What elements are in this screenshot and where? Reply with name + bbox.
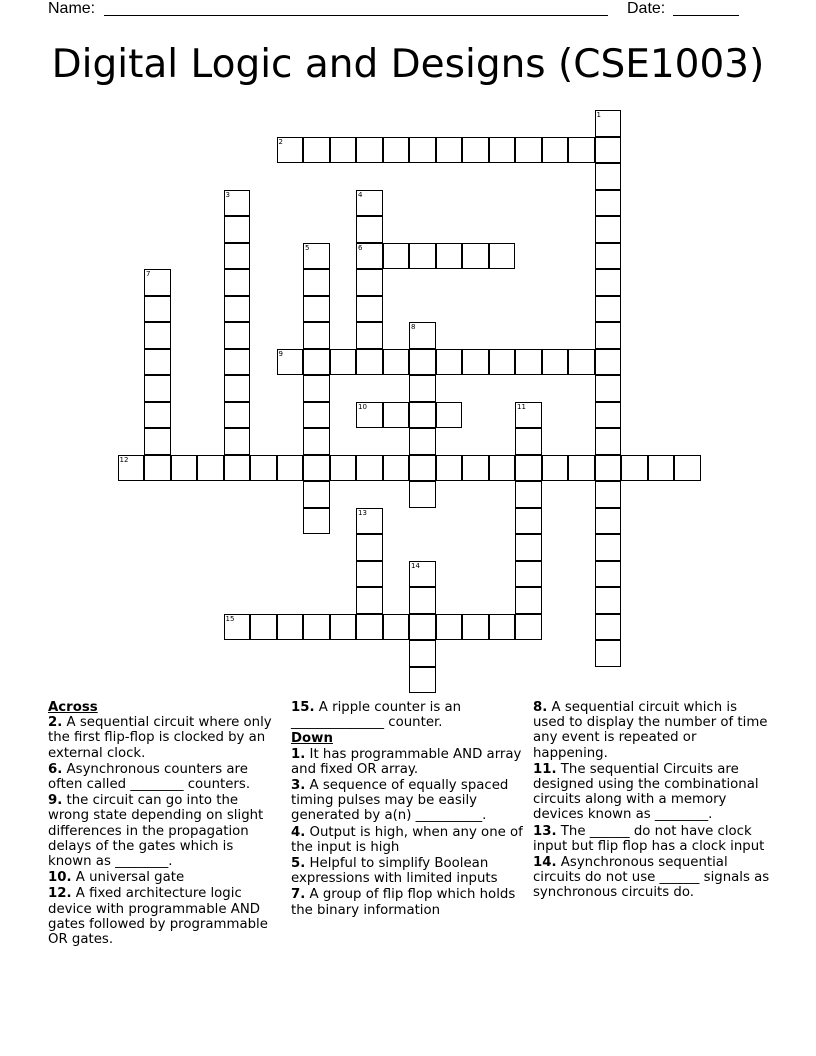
crossword-cell[interactable]	[356, 322, 383, 349]
down-heading: Down	[291, 731, 333, 747]
clue-number: 11	[517, 402, 526, 411]
crossword-cell[interactable]	[144, 455, 171, 482]
clue-number: 13	[358, 508, 367, 517]
crossword-cell[interactable]	[489, 614, 516, 641]
crossword-cell[interactable]	[542, 455, 569, 482]
crossword-cell[interactable]	[515, 481, 542, 508]
crossword-cell[interactable]	[144, 322, 171, 349]
crossword-cell[interactable]	[303, 269, 330, 296]
clue-number-label: 14.	[533, 855, 557, 871]
crossword-cell[interactable]	[224, 269, 251, 296]
crossword-cell[interactable]	[436, 455, 463, 482]
crossword-cell[interactable]	[144, 349, 171, 376]
clue-text: Asynchronous sequential circuits do not use ______ signals as synchronous circuits do.	[533, 855, 770, 901]
crossword-cell[interactable]	[409, 640, 436, 667]
crossword-cell[interactable]	[356, 137, 383, 164]
clue-text: The sequential Circuits are designed using the combinational circuits along with a memory devices known as ________.	[533, 761, 759, 823]
crossword-cell[interactable]	[409, 349, 436, 376]
date-label: Date:	[627, 0, 666, 17]
crossword-cell[interactable]	[356, 349, 383, 376]
crossword-cell[interactable]	[595, 243, 622, 270]
clue-item	[48, 715, 280, 761]
clue-number-label: 1.	[291, 746, 306, 762]
crossword-cell[interactable]	[595, 402, 622, 429]
clue-item	[48, 762, 280, 792]
crossword-cell[interactable]	[303, 349, 330, 376]
crossword-cell[interactable]	[462, 243, 489, 270]
crossword-cell[interactable]	[621, 455, 648, 482]
clue-number: 4	[358, 190, 363, 199]
across-clue-list	[48, 715, 280, 947]
clue-text: A fixed architecture logic device with programmable AND gates followed by programmable OR gates.	[48, 886, 268, 948]
crossword-cell[interactable]	[595, 428, 622, 455]
crossword-cell[interactable]	[224, 216, 251, 243]
clue-item	[533, 855, 773, 901]
crossword-cell[interactable]	[542, 137, 569, 164]
clue-text: A sequential circuit where only the first flip-flop is clocked by an external clock.	[48, 715, 272, 761]
crossword-cell[interactable]	[409, 587, 436, 614]
down-clue-list	[291, 747, 523, 918]
clue-number-label: 11.	[533, 761, 557, 777]
crossword-cell[interactable]	[224, 322, 251, 349]
crossword-cell[interactable]	[595, 322, 622, 349]
clue-item	[291, 747, 523, 777]
clue-number: 15	[225, 614, 235, 623]
crossword-cell[interactable]	[356, 269, 383, 296]
clue-number-label: 10.	[48, 870, 72, 886]
crossword-cell[interactable]	[595, 349, 622, 376]
crossword-cell[interactable]	[409, 481, 436, 508]
clue-number-label: 13.	[533, 823, 557, 839]
crossword-cell[interactable]	[515, 455, 542, 482]
clue-item	[533, 762, 773, 823]
clue-item	[291, 887, 523, 917]
clue-number: 8	[411, 323, 416, 331]
crossword-cell[interactable]	[303, 243, 330, 270]
crossword-cell[interactable]	[383, 349, 410, 376]
crossword-cell[interactable]	[224, 375, 251, 402]
crossword-cell[interactable]	[224, 190, 251, 217]
crossword-cell[interactable]	[144, 296, 171, 323]
crossword-cell[interactable]	[224, 243, 251, 270]
crossword-cell[interactable]	[595, 614, 622, 641]
crossword-cell[interactable]	[356, 455, 383, 482]
crossword-cell[interactable]	[144, 402, 171, 429]
name-date-header	[0, 0, 816, 20]
crossword-cell[interactable]	[515, 508, 542, 535]
crossword-cell[interactable]	[197, 455, 224, 482]
name-label: Name:	[48, 0, 96, 17]
clue-item	[533, 700, 773, 761]
clue-number-label: 9.	[48, 793, 63, 809]
crossword-cell[interactable]	[436, 614, 463, 641]
clue-item	[48, 886, 280, 947]
clue-number: 5	[305, 243, 310, 252]
clue-number-label: 2.	[48, 715, 63, 731]
clue-number-label: 3.	[291, 778, 306, 794]
clue-item	[291, 825, 523, 855]
date-field[interactable]	[673, 0, 739, 16]
crossword-cell[interactable]	[277, 455, 304, 482]
across-clue-list-continued	[291, 700, 523, 730]
crossword-cell[interactable]	[515, 614, 542, 641]
clue-number-label: 15.	[291, 700, 315, 715]
crossword-cell[interactable]	[356, 508, 383, 535]
crossword-cell[interactable]	[409, 455, 436, 482]
clue-text: the circuit can go into the wrong state depending on slight differences in the propagation delays of the gates which is known as ________.	[48, 793, 264, 870]
clue-number-label: 5.	[291, 856, 306, 872]
crossword-cell[interactable]	[409, 667, 436, 694]
clue-item	[48, 870, 280, 885]
crossword-cell[interactable]	[224, 614, 251, 641]
clue-number-label: 8.	[533, 700, 548, 715]
down-clue-list-continued	[533, 700, 773, 901]
crossword-cell[interactable]	[409, 402, 436, 429]
crossword-cell[interactable]	[118, 455, 145, 482]
crossword-cell[interactable]	[224, 428, 251, 455]
crossword-cell[interactable]	[303, 481, 330, 508]
clue-item	[291, 700, 523, 730]
clue-number: 6	[358, 243, 363, 252]
crossword-cell[interactable]	[383, 614, 410, 641]
crossword-cell[interactable]	[648, 455, 675, 482]
crossword-cell[interactable]	[515, 428, 542, 455]
clue-text: A sequence of equally spaced timing pulses may be easily generated by a(n) __________.	[291, 778, 509, 824]
crossword-cell[interactable]	[595, 455, 622, 482]
crossword-cell[interactable]	[383, 243, 410, 270]
crossword-cell[interactable]	[462, 137, 489, 164]
crossword-cell[interactable]	[356, 216, 383, 243]
crossword-cell[interactable]	[250, 455, 277, 482]
crossword-cell[interactable]	[383, 402, 410, 429]
crossword-cell[interactable]	[356, 190, 383, 217]
clue-number-label: 6.	[48, 761, 63, 777]
crossword-cell[interactable]	[489, 137, 516, 164]
crossword-cell[interactable]	[144, 269, 171, 296]
clue-number-label: 7.	[291, 887, 306, 903]
crossword-cell[interactable]	[595, 216, 622, 243]
crossword-cell[interactable]	[436, 243, 463, 270]
crossword-cell[interactable]	[303, 137, 330, 164]
crossword-cell[interactable]	[568, 455, 595, 482]
crossword-cell[interactable]	[409, 375, 436, 402]
clue-item	[48, 793, 280, 869]
crossword-cell[interactable]	[462, 349, 489, 376]
crossword-cell[interactable]	[144, 428, 171, 455]
crossword-cell[interactable]	[409, 243, 436, 270]
crossword-cell[interactable]	[356, 561, 383, 588]
crossword-cell[interactable]	[595, 534, 622, 561]
crossword-cell[interactable]	[224, 402, 251, 429]
crossword-cell[interactable]	[171, 455, 198, 482]
clue-number: 3	[225, 190, 230, 199]
crossword-cell[interactable]	[303, 296, 330, 323]
crossword-cell[interactable]	[303, 455, 330, 482]
crossword-cell[interactable]	[595, 269, 622, 296]
clue-item	[291, 856, 523, 886]
crossword-cell[interactable]	[595, 587, 622, 614]
page-title: Digital Logic and Designs (CSE1003)	[51, 42, 765, 87]
crossword-cell[interactable]	[409, 614, 436, 641]
clue-text: A sequential circuit which is used to display the number of time any event is repeated or happening.	[533, 700, 768, 761]
clue-number: 1	[596, 111, 601, 119]
crossword-cell[interactable]	[489, 243, 516, 270]
crossword-cell[interactable]	[303, 428, 330, 455]
crossword-cell[interactable]	[515, 561, 542, 588]
clue-number: 10	[358, 402, 367, 411]
crossword-cell[interactable]	[383, 455, 410, 482]
crossword-cell[interactable]	[224, 349, 251, 376]
crossword-cell[interactable]	[409, 561, 436, 588]
clue-number-label: 12.	[48, 886, 72, 902]
clues-column-3	[533, 700, 773, 902]
crossword-cell[interactable]	[250, 614, 277, 641]
crossword-cell[interactable]	[489, 349, 516, 376]
crossword-cell[interactable]	[303, 508, 330, 535]
crossword-cell[interactable]	[330, 614, 357, 641]
clue-text: A universal gate	[71, 870, 185, 886]
crossword-cell[interactable]	[595, 508, 622, 535]
clue-number: 12	[119, 455, 129, 464]
crossword-cell[interactable]	[330, 349, 357, 376]
crossword-cell[interactable]	[356, 534, 383, 561]
crossword-cell[interactable]	[568, 137, 595, 164]
crossword-cell[interactable]	[224, 296, 251, 323]
crossword-cell[interactable]	[144, 375, 171, 402]
crossword-cell[interactable]	[303, 375, 330, 402]
clues-column-2	[291, 700, 523, 919]
clue-number: 9	[278, 349, 283, 358]
crossword-cell[interactable]	[409, 428, 436, 455]
name-field[interactable]	[104, 0, 608, 16]
crossword-cell[interactable]	[674, 455, 701, 482]
crossword-cell[interactable]	[568, 349, 595, 376]
crossword-cell[interactable]	[356, 614, 383, 641]
crossword-cell[interactable]	[436, 349, 463, 376]
crossword-cell[interactable]	[489, 455, 516, 482]
crossword-cell[interactable]	[436, 402, 463, 429]
clue-text: A ripple counter is an ______________ counter.	[291, 700, 462, 731]
crossword-cell[interactable]	[595, 561, 622, 588]
crossword-cell[interactable]	[224, 455, 251, 482]
crossword-cell[interactable]	[303, 322, 330, 349]
crossword-cell[interactable]	[515, 587, 542, 614]
crossword-cell[interactable]	[277, 614, 304, 641]
crossword-cell[interactable]	[356, 296, 383, 323]
crossword-cell[interactable]	[409, 322, 436, 349]
crossword-cell[interactable]	[356, 402, 383, 429]
crossword-cell[interactable]	[595, 296, 622, 323]
clue-number: 14	[411, 561, 420, 570]
crossword-cell[interactable]	[303, 614, 330, 641]
crossword-cell[interactable]	[595, 110, 622, 137]
clue-text: Helpful to simplify Boolean expressions with limited inputs	[291, 856, 498, 887]
clue-number-label: 4.	[291, 824, 306, 840]
crossword-cell[interactable]	[595, 375, 622, 402]
crossword-cell[interactable]	[462, 455, 489, 482]
clue-number: 7	[146, 270, 151, 278]
crossword-cell[interactable]	[595, 137, 622, 164]
crossword-cell[interactable]	[595, 190, 622, 217]
crossword-cell[interactable]	[330, 137, 357, 164]
crossword-cell[interactable]	[462, 614, 489, 641]
across-heading: Across	[48, 700, 98, 715]
clue-text: Output is high, when any one of the input is high	[291, 824, 523, 855]
crossword-cell[interactable]	[542, 349, 569, 376]
crossword-cell[interactable]	[515, 534, 542, 561]
clue-text: It has programmable AND array and fixed OR array.	[291, 746, 522, 777]
crossword-cell[interactable]	[595, 481, 622, 508]
crossword-cell[interactable]	[409, 137, 436, 164]
crossword-cell[interactable]	[436, 137, 463, 164]
crossword-cell[interactable]	[277, 349, 304, 376]
crossword-cell[interactable]	[383, 137, 410, 164]
crossword-cell[interactable]	[356, 587, 383, 614]
crossword-cell[interactable]	[277, 137, 304, 164]
clue-item	[533, 824, 773, 854]
clue-number: 2	[278, 137, 283, 146]
clue-text: The ______ do not have clock input but flip flop has a clock input	[533, 823, 765, 854]
crossword-cell[interactable]	[515, 349, 542, 376]
clue-text: A group of flip flop which holds the binary information	[291, 887, 516, 918]
crossword-cell[interactable]	[595, 640, 622, 667]
crossword-cell[interactable]	[515, 137, 542, 164]
crossword-cell[interactable]	[303, 402, 330, 429]
clue-text: Asynchronous counters are often called ________ counters.	[48, 761, 251, 793]
clue-item	[291, 778, 523, 824]
clues-column-1	[48, 700, 280, 948]
crossword-cell[interactable]	[595, 163, 622, 190]
crossword-cell[interactable]	[515, 402, 542, 429]
crossword-cell[interactable]	[356, 243, 383, 270]
crossword-cell[interactable]	[330, 455, 357, 482]
